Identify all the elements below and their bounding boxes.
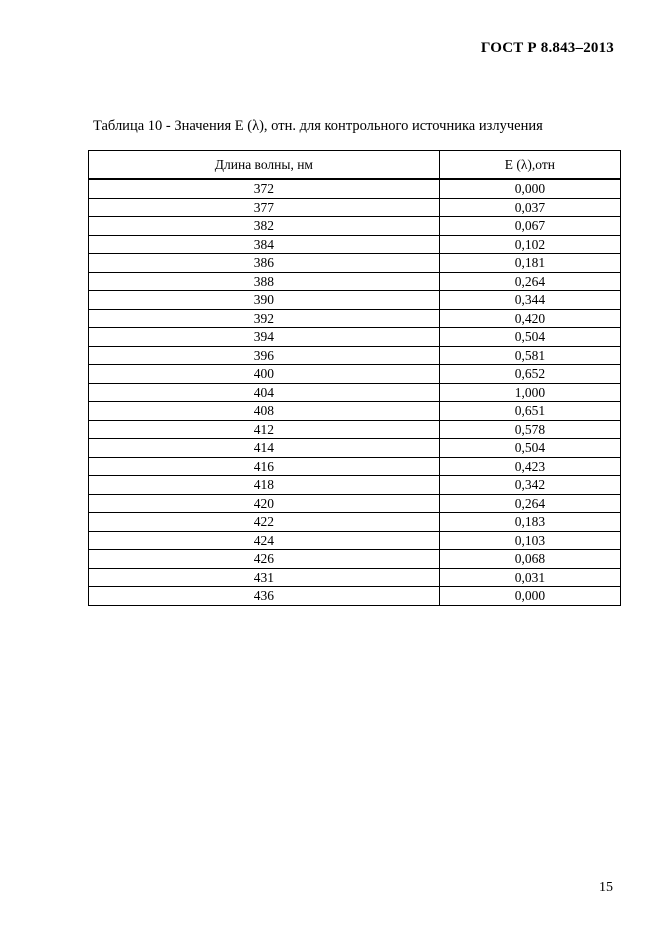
column-header-wavelength: Длина волны, нм — [89, 151, 440, 180]
table-row — [89, 254, 621, 273]
document-code: ГОСТ Р 8.843–2013 — [480, 40, 614, 56]
wavelength-cell: 394 — [89, 328, 440, 347]
wavelength-cell: 377 — [89, 198, 440, 217]
table-body — [89, 179, 621, 605]
table-row — [89, 420, 621, 439]
wavelength-cell: 436 — [89, 587, 440, 606]
value-cell: 0,181 — [439, 254, 620, 273]
wavelength-cell: 416 — [89, 457, 440, 476]
values-table — [88, 150, 621, 606]
value-cell: 0,581 — [439, 346, 620, 365]
table-row — [89, 513, 621, 532]
table-row — [89, 439, 621, 458]
wavelength-cell: 412 — [89, 420, 440, 439]
wavelength-cell: 426 — [89, 550, 440, 569]
table-row — [89, 217, 621, 236]
value-cell: 0,264 — [439, 272, 620, 291]
wavelength-cell: 396 — [89, 346, 440, 365]
wavelength-cell: 392 — [89, 309, 440, 328]
column-header-value: E (λ),отн — [439, 151, 620, 180]
wavelength-cell: 424 — [89, 531, 440, 550]
table-row — [89, 198, 621, 217]
table-row — [89, 383, 621, 402]
value-cell: 0,423 — [439, 457, 620, 476]
table-header-row — [89, 151, 621, 180]
wavelength-cell: 384 — [89, 235, 440, 254]
table-row — [89, 328, 621, 347]
value-cell: 0,420 — [439, 309, 620, 328]
value-cell: 0,031 — [439, 568, 620, 587]
wavelength-cell: 388 — [89, 272, 440, 291]
wavelength-cell: 390 — [89, 291, 440, 310]
wavelength-cell: 372 — [89, 179, 440, 198]
value-cell: 0,652 — [439, 365, 620, 384]
wavelength-cell: 386 — [89, 254, 440, 273]
wavelength-cell: 404 — [89, 383, 440, 402]
value-cell: 0,264 — [439, 494, 620, 513]
value-cell: 0,344 — [439, 291, 620, 310]
value-cell: 0,578 — [439, 420, 620, 439]
table-row — [89, 179, 621, 198]
value-cell: 0,504 — [439, 439, 620, 458]
wavelength-cell: 431 — [89, 568, 440, 587]
wavelength-cell: 422 — [89, 513, 440, 532]
table-row — [89, 235, 621, 254]
table-row — [89, 476, 621, 495]
wavelength-cell: 382 — [89, 217, 440, 236]
wavelength-cell: 400 — [89, 365, 440, 384]
value-cell: 0,103 — [439, 531, 620, 550]
wavelength-cell: 408 — [89, 402, 440, 421]
value-cell: 0,000 — [439, 179, 620, 198]
table-row — [89, 291, 621, 310]
table-row — [89, 457, 621, 476]
table-row — [89, 568, 621, 587]
value-cell: 0,102 — [439, 235, 620, 254]
value-cell: 0,342 — [439, 476, 620, 495]
table-row — [89, 550, 621, 569]
table-row — [89, 365, 621, 384]
wavelength-cell: 414 — [89, 439, 440, 458]
table-row — [89, 494, 621, 513]
table-row — [89, 531, 621, 550]
page-number: 15 — [599, 880, 613, 895]
value-cell: 0,037 — [439, 198, 620, 217]
value-cell: 0,000 — [439, 587, 620, 606]
table-row — [89, 272, 621, 291]
table-row — [89, 587, 621, 606]
table-row — [89, 309, 621, 328]
value-cell: 1,000 — [439, 383, 620, 402]
value-cell: 0,651 — [439, 402, 620, 421]
wavelength-cell: 420 — [89, 494, 440, 513]
value-cell: 0,183 — [439, 513, 620, 532]
table-row — [89, 402, 621, 421]
value-cell: 0,504 — [439, 328, 620, 347]
value-cell: 0,068 — [439, 550, 620, 569]
wavelength-cell: 418 — [89, 476, 440, 495]
value-cell: 0,067 — [439, 217, 620, 236]
table-caption: Таблица 10 - Значения E (λ), отн. для контрольного источника излучения — [93, 118, 543, 134]
table-row — [89, 346, 621, 365]
